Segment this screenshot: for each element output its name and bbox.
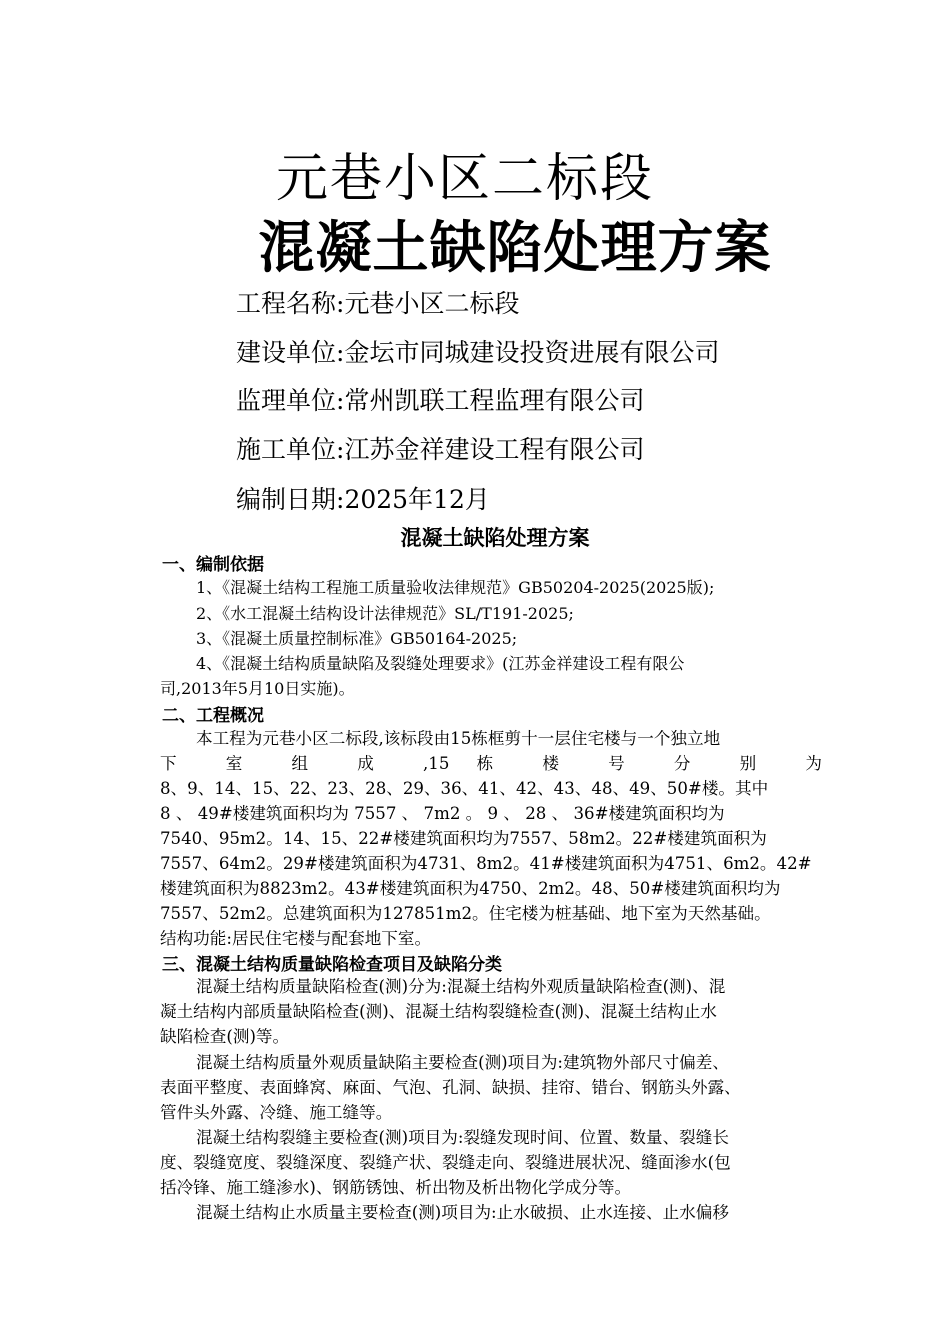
- paragraph-line: 结构功能:居民住宅楼与配套地下室。: [160, 929, 432, 948]
- info-value: 常州凯联工程监理有限公司: [344, 386, 645, 415]
- info-label: 编制日期:: [236, 485, 345, 514]
- paragraph-line: 7557、52m2。总建筑面积为127851m2。住宅楼为桩基础、地下室为天然基础。: [160, 904, 771, 923]
- info-value: 金坛市同城建设投资进展有限公司: [344, 338, 720, 367]
- cover-title-project: 元巷小区二标段: [275, 149, 654, 209]
- paragraph-line: 管件头外露、冷缝、施工缝等。: [160, 1103, 393, 1122]
- paragraph-line: 缺陷检查(测)等。: [160, 1027, 290, 1046]
- paragraph-line: 混凝土结构止水质量主要检查(测)项目为:止水破损、止水连接、止水偏移: [196, 1203, 729, 1222]
- cover-title-plan: 混凝土缺陷处理方案: [258, 216, 772, 281]
- paragraph-line: 下 室 组 成 ,15 栋 楼 号 分 别 为: [160, 754, 822, 773]
- info-label: 建设单位:: [236, 338, 345, 367]
- reference-item: 1、《混凝土结构工程施工质量验收法律规范》GB50204-2025(2025版);: [196, 578, 715, 597]
- section-heading-defect-items: 三、混凝土结构质量缺陷检查项目及缺陷分类: [162, 955, 502, 975]
- paragraph-line: 表面平整度、表面蜂窝、麻面、气泡、孔洞、缺损、挂帘、错台、钢筋头外露、: [160, 1078, 741, 1097]
- reference-item-continued: 司,2013年5月10日实施)。: [160, 679, 355, 698]
- info-client: [236, 333, 719, 369]
- document-title: 混凝土缺陷处理方案: [400, 525, 590, 550]
- section-heading-overview: 二、工程概况: [162, 706, 264, 726]
- paragraph-line: 括冷锋、施工缝渗水)、钢筋锈蚀、析出物及析出物化学成分等。: [160, 1178, 632, 1197]
- paragraph-line: 楼建筑面积为8823m2。43#楼建筑面积为4750、2m2。48、50#楼建筑面积均为: [160, 879, 781, 898]
- paragraph-line: 8 、 49#楼建筑面积均为 7557 、 7m2 。 9 、 28 、 36#楼建筑面积均为: [160, 804, 725, 823]
- info-supervisor: [236, 381, 644, 417]
- reference-item: 2、《水工混凝土结构设计法律规范》SL/T191-2025;: [196, 604, 574, 623]
- reference-item: 4、《混凝土结构质量缺陷及裂缝处理要求》(江苏金祥建设工程有限公: [196, 654, 685, 673]
- reference-item: 3、《混凝土质量控制标准》GB50164-2025;: [196, 629, 518, 648]
- info-value: 江苏金祥建设工程有限公司: [344, 435, 645, 464]
- section-heading-basis: 一、编制依据: [162, 555, 264, 575]
- info-project-name: [236, 284, 519, 320]
- info-label: 监理单位:: [236, 386, 345, 415]
- info-label: 工程名称:: [236, 289, 345, 318]
- info-value: 元巷小区二标段: [344, 289, 520, 318]
- info-label: 施工单位:: [236, 435, 345, 464]
- paragraph-line: 混凝土结构质量外观质量缺陷主要检查(测)项目为:建筑物外部尺寸偏差、: [196, 1053, 729, 1072]
- paragraph-line: 度、裂缝宽度、裂缝深度、裂缝产状、裂缝走向、裂缝进展状况、缝面渗水(包: [160, 1153, 731, 1172]
- paragraph-line: 混凝土结构质量缺陷检查(测)分为:混凝土结构外观质量缺陷检查(测)、混: [196, 977, 726, 996]
- paragraph-line: 7557、64m2。29#楼建筑面积为4731、8m2。41#楼建筑面积为4751、6m2。42#: [160, 854, 812, 873]
- info-date: [236, 480, 490, 516]
- info-contractor: [236, 430, 644, 466]
- info-value: 2025年12月: [344, 485, 490, 514]
- paragraph-line: 8、9、14、15、22、23、28、29、36、41、42、43、48、49、50#楼。其中: [160, 779, 769, 798]
- paragraph-line: 本工程为元巷小区二标段,该标段由15栋框剪十一层住宅楼与一个独立地: [196, 729, 721, 748]
- paragraph-line: 凝土结构内部质量缺陷检查(测)、混凝土结构裂缝检查(测)、混凝土结构止水: [160, 1002, 717, 1021]
- paragraph-line: 7540、95m2。14、15、22#楼建筑面积均为7557、58m2。22#楼建筑面积为: [160, 829, 767, 848]
- paragraph-line: 混凝土结构裂缝主要检查(测)项目为:裂缝发现时间、位置、数量、裂缝长: [196, 1128, 729, 1147]
